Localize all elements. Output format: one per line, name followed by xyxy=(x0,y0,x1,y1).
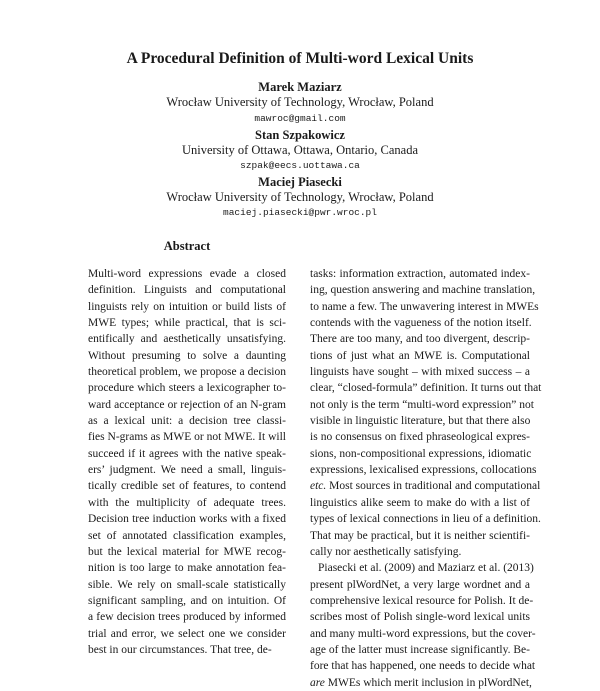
abstract-line: Decision tree induction works with a fixed xyxy=(88,513,286,526)
body-line: etc. Most sources in traditional and computational xyxy=(310,480,541,493)
body-line: present plWordNet, a very large wordnet and a xyxy=(310,578,530,591)
body-line: expressions, lexicalised expressions, collocations xyxy=(310,464,537,477)
abstract-line: but the lexical material for MWE recog- xyxy=(88,545,286,558)
abstract-line: entifically and aesthetically unsatisfying. xyxy=(88,333,286,346)
body-line: contends with the vagueness of the notion itself. xyxy=(310,317,532,330)
abstract-line: tically credible set of features, to contend xyxy=(88,480,286,493)
author-email-1[interactable]: mawroc@gmail.com xyxy=(254,113,346,124)
author-name-3: Maciej Piasecki xyxy=(258,175,342,189)
body-line: is no consensus on fixed phraseological expres- xyxy=(310,431,530,444)
abstract-line: Without presuming to solve a daunting xyxy=(88,349,286,362)
body-line: Piasecki et al. (2009) and Maziarz et al. (2013) xyxy=(318,562,534,575)
body-line: not only is the term “multi-word expression” not xyxy=(310,398,534,411)
author-affiliation-1: Wrocław University of Technology, Wrocław, Poland xyxy=(166,95,434,109)
abstract-line: best in our circumstances. That tree, de- xyxy=(88,643,272,656)
body-line: There are too many, and too divergent, descrip- xyxy=(310,333,530,346)
abstract-line: theoretical problem, we propose a decision xyxy=(88,366,286,379)
body-line: tasks: information extraction, automated index- xyxy=(310,268,530,280)
abstract-line: MWE types; while practical, that is sci- xyxy=(88,317,286,330)
abstract-line: nition is too large to make annotation fea- xyxy=(88,562,286,575)
abstract-line: succeed if it agrees with the native speak- xyxy=(88,447,286,460)
abstract-line: procedure which steers a lexicographer to- xyxy=(88,382,286,395)
abstract-body xyxy=(88,266,286,658)
author-affiliation-3: Wrocław University of Technology, Wrocław, Poland xyxy=(166,190,434,204)
body-line: age of the latter must increase significantly. Be- xyxy=(310,643,530,656)
body-line: tions of just what an MWE is. Computational xyxy=(310,349,530,362)
author-email-3[interactable]: maciej.piasecki@pwr.wroc.pl xyxy=(223,207,377,218)
body-line: types of lexical connections in lieu of a definition. xyxy=(310,513,541,526)
author-name-1: Marek Maziarz xyxy=(258,80,342,94)
body-line: linguistics alike seem to make do with a list of xyxy=(310,496,530,509)
abstract-line: sible. We rely on small-scale statistically xyxy=(88,578,286,591)
abstract-line: as a lexical unit: a decision tree classi- xyxy=(88,415,286,428)
body-line: fore that has happened, one needs to decide what xyxy=(310,660,536,673)
author-name-2: Stan Szpakowicz xyxy=(255,128,345,142)
abstract-line: ers’ judgment. We need a small, linguis- xyxy=(88,464,286,477)
body-line: scribes most of Polish single-word lexical units xyxy=(310,611,530,624)
body-line: are MWEs which merit inclusion in plWordNet, xyxy=(310,676,532,689)
author-email-2[interactable]: szpak@eecs.uottawa.ca xyxy=(240,160,360,171)
abstract-line: set of annotated classification examples, xyxy=(88,529,286,542)
body-line: and many multi-word expressions, but the cover- xyxy=(310,627,536,640)
paper-title: A Procedural Definition of Multi-word Lexical Units xyxy=(126,50,474,67)
abstract-line: ward acceptance or rejection of an N-gram xyxy=(88,398,286,411)
body-line: linguists have sought – with mixed success – a xyxy=(310,366,530,379)
abstract-line: definition. Linguists and computational xyxy=(88,284,286,297)
body-line: ing, question answering and machine translation, xyxy=(310,284,536,297)
abstract-line: trial and error, we select one we consider xyxy=(88,627,286,640)
body-line: to name a few. The unwavering interest in MWEs xyxy=(310,300,539,313)
abstract-line: linguists rely on intuition or build lists of xyxy=(88,300,286,313)
abstract-line: a few decision trees produced by informed xyxy=(88,611,286,624)
body-line: sions, non-compositional expressions, idiomatic xyxy=(310,447,532,460)
body-line: That may be practical, but it is neither scientifi- xyxy=(310,529,530,542)
abstract-line: with the multiplicity of adequate trees. xyxy=(88,496,286,509)
abstract-line: fies N-grams as MWE or not MWE. It will xyxy=(88,431,286,444)
abstract-line: Multi-word expressions evade a closed xyxy=(88,268,286,280)
body-line: cally nor aesthetically satisfying. xyxy=(310,545,462,558)
introduction-body xyxy=(310,266,542,691)
abstract-heading: Abstract xyxy=(163,239,211,253)
abstract-line: significant sampling, and on intuition. Of xyxy=(88,594,286,607)
body-line: visible in linguistic literature, but that there also xyxy=(310,415,531,428)
author-affiliation-2: University of Ottawa, Ottawa, Ontario, Canada xyxy=(181,143,419,157)
body-line: comprehensive lexical resource for Polish. It de- xyxy=(310,594,534,607)
body-line: clear, “closed-formula” definition. It turns out that xyxy=(310,382,542,395)
